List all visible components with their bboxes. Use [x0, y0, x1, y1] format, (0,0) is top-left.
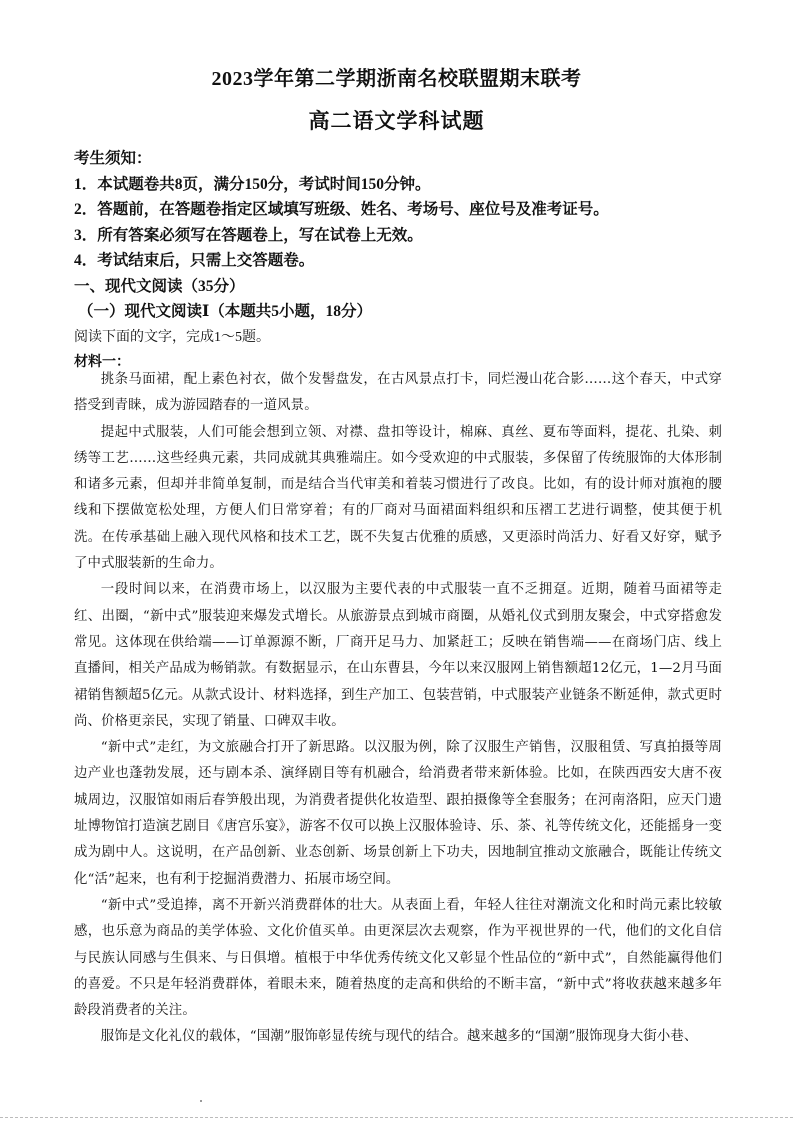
notice-item: 2．答题前，在答题卷指定区域填写班级、姓名、考场号、座位号及准考证号。 [74, 201, 609, 218]
page-mark [200, 1100, 202, 1102]
notice-item: 4．考试结束后，只需上交答题卷。 [74, 252, 315, 269]
page-bottom-divider [0, 1117, 793, 1118]
passage-paragraph: 提起中式服装，人们可能会想到立领、对襟、盘扣等设计，棉麻、真丝、夏布等面料，提花、扎染、刺绣等工艺……这些经典元素，共同成就其典雅端庄。如今受欢迎的中式服装，多保留了传统服饰的大体形制和诸多元素，但却并非简单复制，而是结合当代审美和着装习惯进行了改良。比如，有的设计师对旗袍的腰线和下摆做宽松处理，方便人们日常穿着；有的厂商对马面裙面料组织和压褶工艺进行调整，使其便于机洗。在传承基础上融入现代风格和技术工艺，既不失复古优雅的质感，又更添时尚活力、好看又好穿，赋予了中式服装新的生命力。 [74, 424, 722, 572]
material-label: 材料一： [74, 355, 130, 370]
section-title: 一、现代文阅读（35分） [74, 277, 245, 295]
subsection-title: （一）现代文阅读Ⅰ（本题共5小题，18分） [78, 303, 373, 320]
exam-title: 2023学年第二学期浙南名校联盟期末联考 [211, 68, 582, 90]
exam-notice [74, 146, 734, 376]
reading-instruction: 阅读下面的文字，完成1～5题。 [74, 329, 270, 345]
passage-paragraph: “新中式”受追捧，离不开新兴消费群体的壮大。从表面上看，年轻人往往对潮流文化和时尚元素比较敏感，也乐意为商品的美学体验、文化价值买单。由更深层次去观察，作为平视世界的一代，他们的文化自信与民族认同感与生俱来、与日俱增。植根于中华优秀传统文化又彰显个性品位的“新中式”，自然能赢得他们的喜爱。不只是年轻消费群体，着眼未来，随着热度的走高和供给的不断丰富，“新中式”将收获越来越多年龄段消费者的关注。 [74, 897, 722, 1019]
passage-paragraph: “新中式”走红，为文旅融合打开了新思路。以汉服为例，除了汉服生产销售，汉服租赁、写真拍摄等周边产业也蓬勃发展，还与剧本杀、演绎剧目等有机融合，给消费者带来新体验。比如，在陕西西安大唐不夜城周边，汉服馆如雨后春笋般出现，为消费者提供化妆造型、跟拍摄像等全套服务；在河南洛阳，应天门遗址博物馆打造演艺剧目《唐宫乐宴》，游客不仅可以换上汉服体验诗、乐、茶、礼等传统文化，还能摇身一变成为剧中人。这说明，在产品创新、业态创新、场景创新上下功夫，因地制宜推动文旅融合，既能让传统文化“活”起来，也有利于挖掘消费潜力、拓展市场空间。 [74, 740, 722, 887]
notice-item: 3．所有答案必须写在答题卷上，写在试卷上无效。 [74, 226, 423, 244]
passage-paragraph: 一段时间以来，在消费市场上，以汉服为主要代表的中式服装一直不乏拥趸。近期，随着马面裙等走红、出圈，“新中式”服装迎来爆发式增长。从旅游景点到城市商圈，从婚礼仪式到朋友聚会，中式穿搭愈发常见。这体现在供给端——订单源源不断，厂商开足马力、加紧赶工；反映在销售端——在商场门店、线上直播间，相关产品成为畅销款。有数据显示，在山东曹县，今年以来汉服网上销售额超12亿元，1—2月马面裙销售额超5亿元。从款式设计、材料选择，到生产加工、包装营销，中式服装产业链条不断延伸，款式更时尚、价格更亲民，实现了销量、口碑双丰收。 [74, 582, 722, 729]
subject-title: 高二语文学科试题 [308, 109, 485, 133]
notice-heading: 考生须知： [74, 150, 152, 167]
passage-paragraph: 挑条马面裙，配上素色衬衣，做个发髻盘发，在古风景点打卡，同烂漫山花合影……这个春天，中式穿搭受到青睐，成为游园踏春的一道风景。 [74, 372, 722, 414]
notice-item: 1．本试题卷共8页，满分150分，考试时间150分钟。 [74, 175, 431, 193]
passage-paragraph: 服饰是文化礼仪的载体，“国潮”服饰彰显传统与现代的结合。越来越多的“国潮”服饰现身大街小巷、 [100, 1029, 698, 1045]
reading-passage [74, 367, 722, 1051]
